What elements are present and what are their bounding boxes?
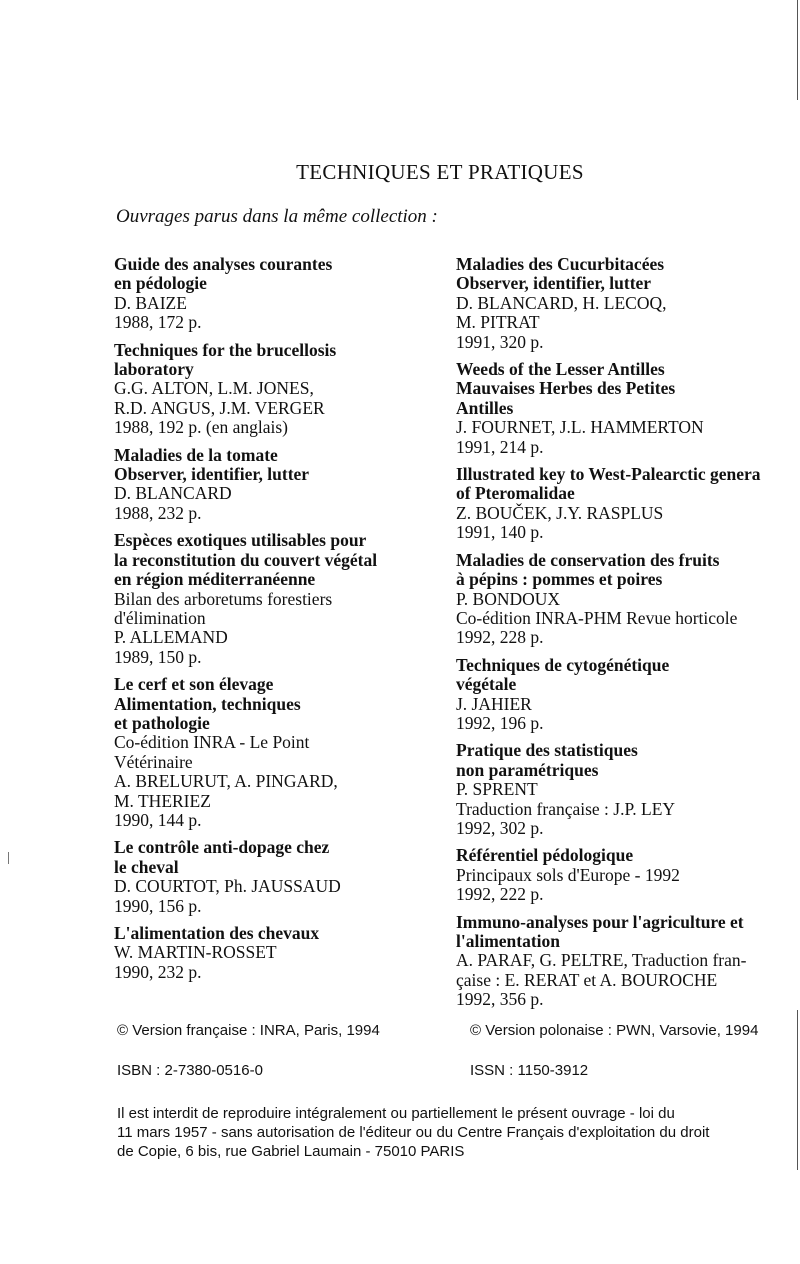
book-title-line: à pépins : pommes et poires	[456, 569, 663, 590]
book-entry	[114, 675, 444, 830]
collection-subtitle: Ouvrages parus dans la même collection :	[116, 206, 438, 227]
book-detail-line: D. BAIZE	[114, 292, 187, 313]
book-entry	[114, 924, 444, 982]
book-detail-line: Bilan des arboretums forestiers	[114, 588, 333, 609]
book-entry	[456, 913, 786, 1010]
book-detail-line: Z. BOUČEK, J.Y. RASPLUS	[456, 502, 664, 523]
page-edge-line	[797, 0, 798, 100]
issn: ISSN : 1150-3912	[470, 1062, 589, 1079]
isbn: ISBN : 2-7380-0516-0	[117, 1062, 263, 1079]
book-entry	[114, 531, 444, 667]
book-title-line: Illustrated key to West-Palearctic genera	[456, 464, 761, 485]
book-title-line: non paramétriques	[456, 759, 599, 780]
book-detail-line: 1991, 214 p.	[456, 436, 544, 457]
book-entry	[114, 255, 444, 333]
book-detail-line: 1988, 192 p. (en anglais)	[114, 417, 288, 438]
book-title-line: le cheval	[114, 856, 179, 877]
right-book-list	[456, 255, 786, 1018]
book-detail-line: 1990, 232 p.	[114, 961, 202, 982]
book-title-line: la reconstitution du couvert végétal	[114, 549, 378, 570]
book-title-line: Guide des analyses courantes	[114, 254, 333, 274]
book-entry	[114, 838, 444, 916]
copyright-french: © Version française : INRA, Paris, 1994	[117, 1022, 380, 1039]
book-title-line: Référentiel pédologique	[456, 845, 634, 866]
book-detail-line: 1990, 156 p.	[114, 895, 202, 916]
book-detail-line: G.G. ALTON, L.M. JONES,	[114, 378, 314, 399]
book-detail-line: P. ALLEMAND	[114, 627, 228, 648]
book-title-line: of Pteromalidae	[456, 483, 575, 504]
book-entry	[456, 846, 786, 904]
book-title-line: Pratique des statistiques	[456, 740, 638, 761]
book-detail-line: 1991, 320 p.	[456, 331, 544, 352]
book-detail-line: R.D. ANGUS, J.M. VERGER	[114, 397, 325, 418]
book-detail-line: 1988, 232 p.	[114, 502, 202, 523]
book-entry	[456, 741, 786, 838]
book-title-line: végétale	[456, 674, 517, 695]
book-title-line: L'alimentation des chevaux	[114, 923, 320, 943]
book-detail-line: M. THERIEZ	[114, 790, 211, 811]
scan-mark	[8, 852, 9, 864]
book-title-line: laboratory	[114, 359, 194, 380]
book-detail-line: 1992, 196 p.	[456, 712, 544, 733]
book-detail-line: D. BLANCARD	[114, 483, 232, 504]
book-title-line: Maladies de la tomate	[114, 444, 278, 465]
book-title-line: Maladies de conservation des fruits	[456, 549, 720, 570]
book-entry	[114, 446, 444, 524]
book-title-line: Techniques for the brucellosis	[114, 339, 337, 360]
book-detail-line: 1988, 172 p.	[114, 312, 202, 333]
book-title-line: Le contrôle anti-dopage chez	[114, 837, 330, 858]
book-entry	[456, 656, 786, 734]
book-entry	[114, 341, 444, 438]
book-title-line: Weeds of the Lesser Antilles	[456, 359, 665, 380]
book-detail-line: M. PITRAT	[456, 312, 540, 333]
book-detail-line: Vétérinaire	[114, 751, 193, 772]
book-detail-line: P. BONDOUX	[456, 588, 561, 609]
page-edge-line	[797, 1010, 798, 1170]
book-title-line: en région méditerranéenne	[114, 569, 316, 590]
legal-line: de Copie, 6 bis, rue Gabriel Laumain - 75010 PARIS	[117, 1143, 465, 1160]
book-title-line: Observer, identifier, lutter	[114, 464, 310, 485]
series-title: TECHNIQUES ET PRATIQUES	[296, 160, 584, 184]
book-entry	[456, 465, 786, 543]
book-detail-line: D. COURTOT, Ph. JAUSSAUD	[114, 876, 341, 897]
book-detail-line: 1992, 228 p.	[456, 627, 544, 648]
book-detail-line: 1989, 150 p.	[114, 646, 202, 667]
book-detail-line: 1992, 222 p.	[456, 884, 544, 905]
left-book-list	[114, 255, 444, 990]
book-detail-line: 1991, 140 p.	[456, 522, 544, 543]
book-detail-line: D. BLANCARD, H. LECOQ,	[456, 292, 667, 313]
book-detail-line: Co-édition INRA - Le Point	[114, 732, 310, 753]
book-title-line: l'alimentation	[456, 931, 561, 951]
book-title-line: Alimentation, techniques	[114, 693, 301, 714]
book-detail-line: J. JAHIER	[456, 693, 532, 714]
book-detail-line: A. BRELURUT, A. PINGARD,	[114, 771, 338, 792]
book-title-line: Techniques de cytogénétique	[456, 654, 670, 675]
book-entry	[456, 255, 786, 352]
legal-line: 11 mars 1957 - sans autorisation de l'éditeur ou du Centre Français d'exploitation du droit	[117, 1124, 710, 1141]
book-title-line: en pédologie	[114, 273, 207, 294]
legal-notice	[117, 1104, 793, 1161]
book-title-line: Antilles	[456, 397, 514, 418]
book-title-line: Espèces exotiques utilisables pour	[114, 530, 367, 551]
book-title-line: Observer, identifier, lutter	[456, 273, 652, 294]
legal-line: Il est interdit de reproduire intégralement ou partiellement le présent ouvrage - loi du	[117, 1105, 675, 1122]
book-detail-line: d'élimination	[114, 607, 206, 628]
book-detail-line: 1990, 144 p.	[114, 809, 202, 830]
book-detail-line: W. MARTIN-ROSSET	[114, 942, 277, 963]
book-title-line: Immuno-analyses pour l'agriculture et	[456, 911, 744, 932]
book-detail-line: Traduction française : J.P. LEY	[456, 798, 676, 819]
book-detail-line: A. PARAF, G. PELTRE, Traduction fran-	[456, 950, 747, 971]
book-detail-line: 1992, 356 p.	[456, 989, 544, 1010]
book-detail-line: Principaux sols d'Europe - 1992	[456, 864, 680, 885]
copyright-polish: © Version polonaise : PWN, Varsovie, 1994	[470, 1022, 759, 1039]
book-title-line: Maladies des Cucurbitacées	[456, 254, 665, 274]
book-detail-line: çaise : E. RERAT et A. BOUROCHE	[456, 969, 718, 990]
book-entry	[456, 360, 786, 457]
book-detail-line: 1992, 302 p.	[456, 817, 544, 838]
book-detail-line: P. SPRENT	[456, 779, 538, 800]
book-entry	[456, 551, 786, 648]
book-title-line: et pathologie	[114, 712, 210, 733]
book-detail-line: Co-édition INRA-PHM Revue horticole	[456, 607, 738, 628]
book-title-line: Le cerf et son élevage	[114, 674, 274, 695]
book-title-line: Mauvaises Herbes des Petites	[456, 378, 676, 399]
book-detail-line: J. FOURNET, J.L. HAMMERTON	[456, 417, 704, 438]
